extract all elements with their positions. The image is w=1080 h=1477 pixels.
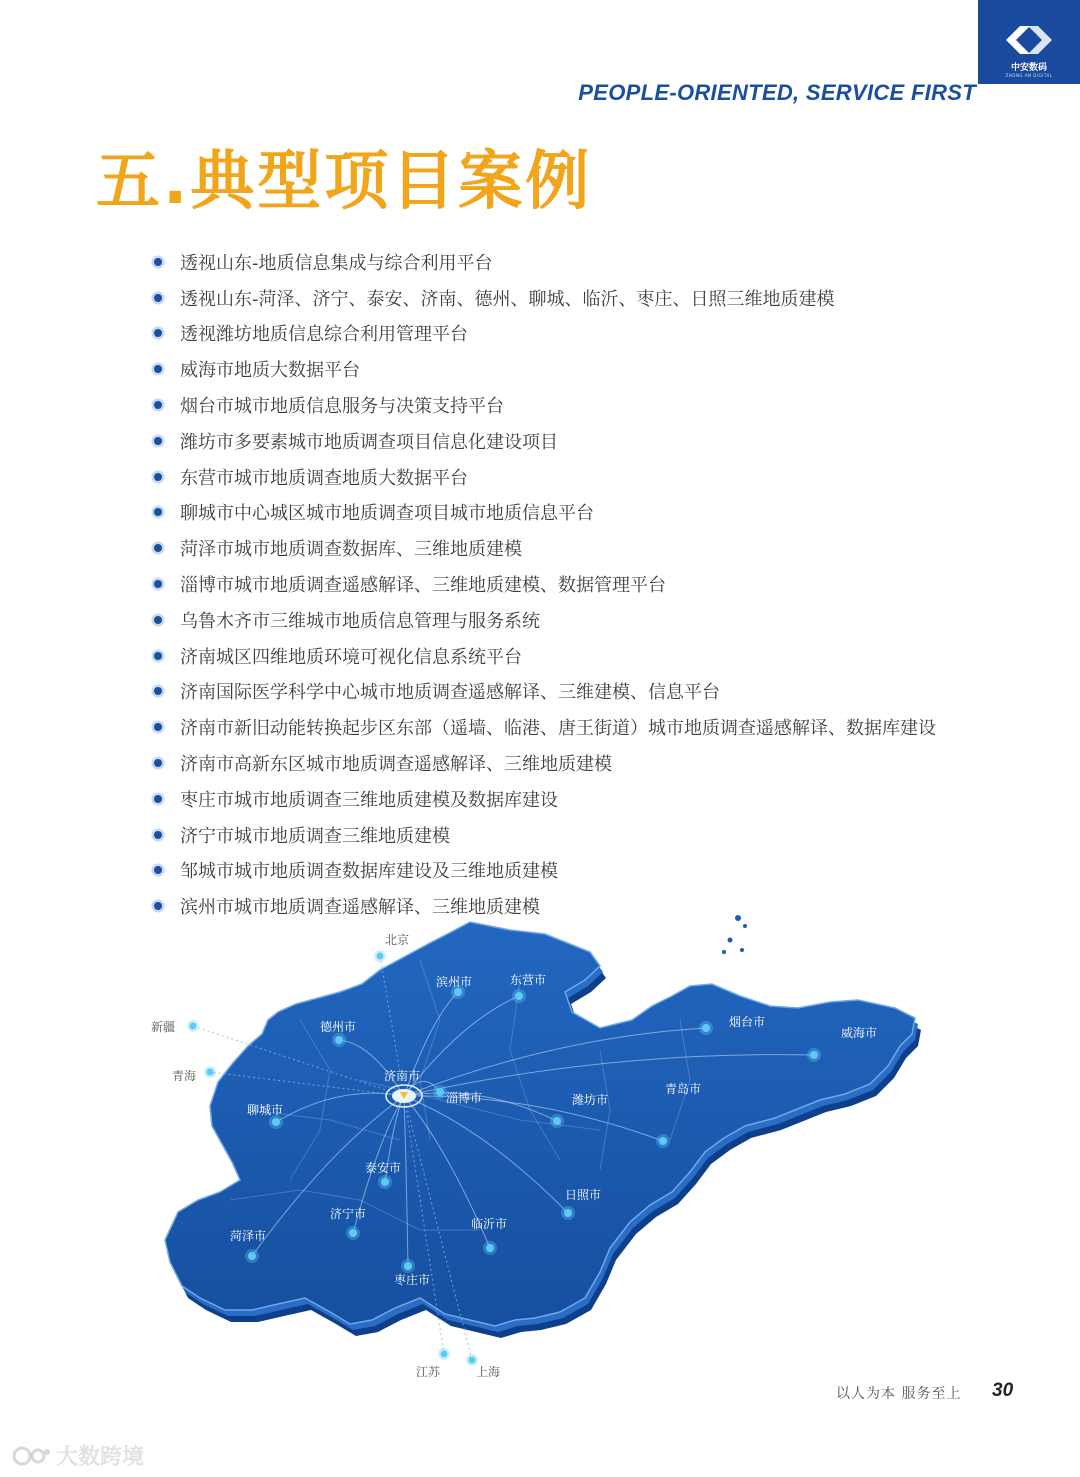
city-dot <box>454 988 462 996</box>
bullet-dot-icon <box>154 795 162 803</box>
case-list <box>154 244 936 924</box>
bullet-dot-icon <box>154 687 162 695</box>
case-text: 济宁市城市地质调查三维地质建模 <box>180 825 450 847</box>
case-item <box>154 387 936 423</box>
external-label: 北京 <box>385 933 410 947</box>
footer-slogan: 以人为本 服务至上 <box>836 1386 962 1402</box>
case-text: 威海市地质大数据平台 <box>180 360 360 382</box>
case-item <box>154 495 936 531</box>
case-text: 济南市高新东区城市地质调查遥感解译、三维地质建模 <box>180 754 612 776</box>
city-label: 青岛市 <box>665 1082 702 1096</box>
case-item <box>154 530 936 566</box>
logo-subtext: ZHONG AN DIGITAL <box>1005 73 1053 78</box>
external-dot <box>377 953 384 960</box>
case-text: 透视山东-地质信息集成与综合利用平台 <box>180 252 493 274</box>
case-text: 东营市城市地质调查地质大数据平台 <box>180 467 468 489</box>
case-text: 济南市新旧动能转换起步区东部（遥墙、临港、唐王街道）城市地质调查遥感解译、数据库建设 <box>180 718 936 740</box>
case-item <box>154 638 936 674</box>
case-item <box>154 674 936 710</box>
case-text: 潍坊市多要素城市地质调查项目信息化建设项目 <box>180 431 558 453</box>
city-label: 聊城市 <box>247 1103 284 1117</box>
bullet-dot-icon <box>154 580 162 588</box>
case-item <box>154 781 936 817</box>
external-dot <box>441 1351 448 1358</box>
external-dot <box>207 1069 214 1076</box>
case-item <box>154 817 936 853</box>
city-label: 烟台市 <box>729 1015 766 1029</box>
case-text: 透视山东-菏泽、济宁、泰安、济南、德州、聊城、临沂、枣庄、日照三维地质建模 <box>180 288 835 310</box>
watermark-text: 大数跨境 <box>56 1445 145 1470</box>
city-label: 临沂市 <box>471 1217 508 1231</box>
case-text: 菏泽市城市地质调查数据库、三维地质建模 <box>180 539 522 561</box>
city-label: 潍坊市 <box>572 1093 609 1107</box>
bullet-dot-icon <box>154 831 162 839</box>
city-label: 淄博市 <box>446 1091 483 1105</box>
page-title: 五.典型项目案例 <box>96 145 593 219</box>
city-dot <box>553 1117 561 1125</box>
city-label: 济宁市 <box>330 1207 367 1221</box>
city-dot <box>436 1088 444 1096</box>
logo-text: 中安数码 <box>1010 63 1047 73</box>
external-dot <box>469 1357 476 1364</box>
city-dot <box>564 1209 572 1217</box>
case-item <box>154 316 936 352</box>
city-label: 菏泽市 <box>230 1229 267 1243</box>
header-slogan: PEOPLE-ORIENTED, SERVICE FIRST <box>578 80 976 105</box>
bullet-dot-icon <box>154 616 162 624</box>
bullet-dot-icon <box>154 294 162 302</box>
city-label: 东营市 <box>510 973 547 987</box>
watermark-logo-icon <box>12 1443 52 1469</box>
city-dot <box>248 1252 256 1260</box>
case-text: 烟台市城市地质信息服务与决策支持平台 <box>180 396 504 418</box>
external-dot <box>190 1023 197 1030</box>
case-item <box>154 280 936 316</box>
case-text: 滨州市城市地质调查遥感解译、三维地质建模 <box>180 897 540 919</box>
bullet-dot-icon <box>154 329 162 337</box>
external-label: 江苏 <box>416 1365 441 1379</box>
city-dot <box>335 1036 343 1044</box>
case-item <box>154 853 936 889</box>
shandong-map <box>0 900 1080 1400</box>
case-item <box>154 602 936 638</box>
external-label: 新疆 <box>151 1020 176 1034</box>
case-text: 透视潍坊地质信息综合利用管理平台 <box>180 324 468 346</box>
case-text: 枣庄市城市地质调查三维地质建模及数据库建设 <box>180 789 558 811</box>
case-text: 邹城市城市地质调查数据库建设及三维地质建模 <box>180 861 558 883</box>
city-label: 滨州市 <box>436 975 473 989</box>
company-logo <box>978 0 1080 84</box>
bullet-dot-icon <box>154 401 162 409</box>
bullet-dot-icon <box>154 652 162 660</box>
city-dot <box>404 1262 412 1270</box>
bullet-dot-icon <box>154 866 162 874</box>
logo-mark-icon <box>1000 20 1058 60</box>
city-label: 德州市 <box>320 1020 357 1034</box>
bullet-dot-icon <box>154 544 162 552</box>
city-dot <box>272 1118 280 1126</box>
bullet-dot-icon <box>154 759 162 767</box>
case-item <box>154 745 936 781</box>
city-dot <box>349 1229 357 1237</box>
city-dot <box>515 992 523 1000</box>
case-item <box>154 709 936 745</box>
bullet-dot-icon <box>154 508 162 516</box>
case-item <box>154 244 936 280</box>
city-dot <box>381 1178 389 1186</box>
hub-label: 济南市 <box>384 1069 421 1083</box>
city-dot <box>486 1244 494 1252</box>
bullet-dot-icon <box>154 473 162 481</box>
case-text: 济南城区四维地质环境可视化信息系统平台 <box>180 646 522 668</box>
city-dot <box>702 1024 710 1032</box>
case-text: 淄博市城市地质调查遥感解译、三维地质建模、数据管理平台 <box>180 575 666 597</box>
bullet-dot-icon <box>154 437 162 445</box>
city-dot <box>659 1137 667 1145</box>
case-item <box>154 351 936 387</box>
bullet-dot-icon <box>154 258 162 266</box>
city-label: 泰安市 <box>365 1161 402 1175</box>
external-label: 青海 <box>172 1069 197 1083</box>
page-number: 30 <box>992 1380 1014 1401</box>
city-label: 枣庄市 <box>394 1273 431 1287</box>
case-item <box>154 459 936 495</box>
case-text: 济南国际医学科学中心城市地质调查遥感解译、三维建模、信息平台 <box>180 682 720 704</box>
city-dot <box>810 1051 818 1059</box>
case-item <box>154 423 936 459</box>
watermark <box>12 1440 144 1471</box>
external-label: 上海 <box>476 1365 501 1379</box>
bullet-dot-icon <box>154 365 162 373</box>
case-text: 乌鲁木齐市三维城市地质信息管理与服务系统 <box>180 610 540 632</box>
case-text: 聊城市中心城区城市地质调查项目城市地质信息平台 <box>180 503 594 525</box>
city-label: 日照市 <box>565 1188 602 1202</box>
city-label: 威海市 <box>841 1026 878 1040</box>
case-item <box>154 566 936 602</box>
bullet-dot-icon <box>154 723 162 731</box>
